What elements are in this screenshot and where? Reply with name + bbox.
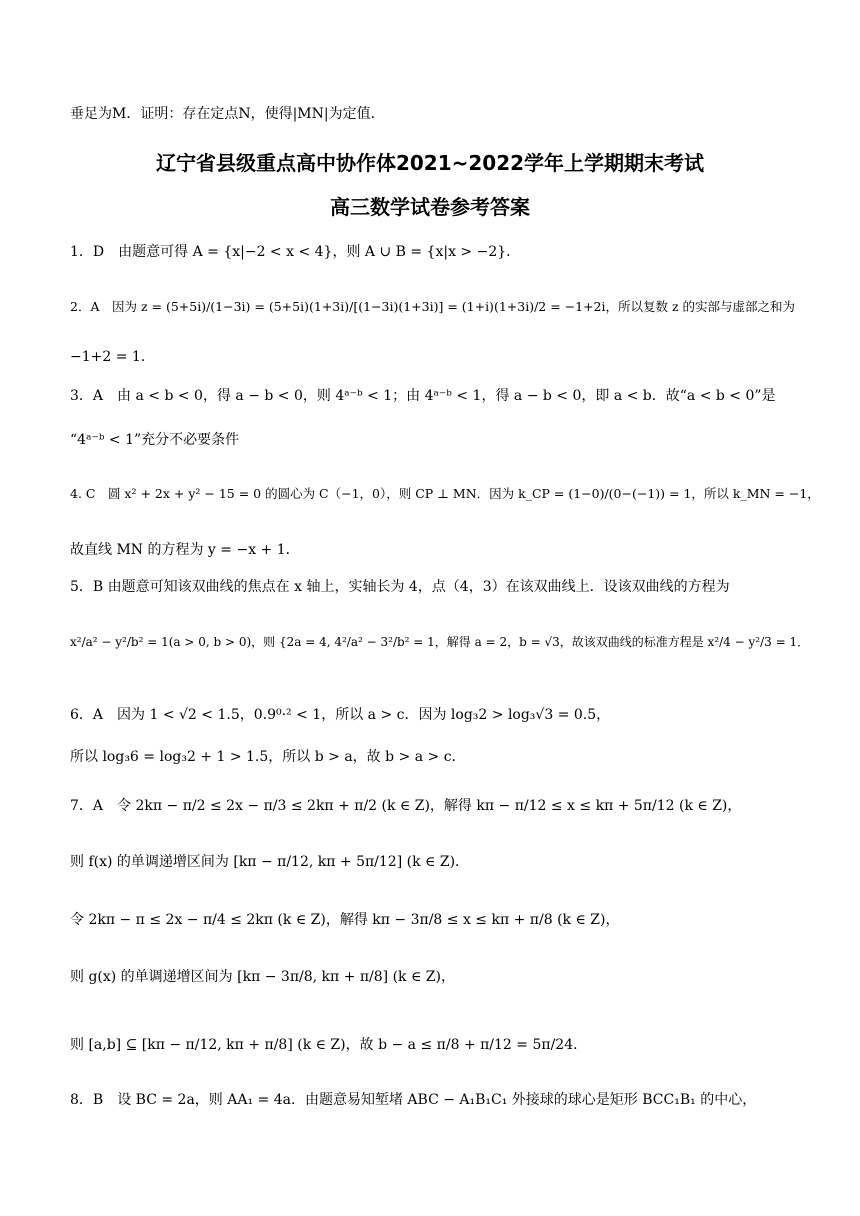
answer-line-2b: −1+2 = 1．	[70, 349, 155, 365]
answer-line-4b: 故直线 MN 的方程为 y = −x + 1．	[70, 542, 300, 558]
answer-line-7e: 则 [a,b] ⊆ [kπ − π/12, kπ + π/8] (k ∈ Z)，故 b − a ≤ π/8 + π/12 = 5π/24．	[70, 1037, 588, 1053]
answer-line-3b: “4ᵃ⁻ᵇ < 1”充分不必要条件	[70, 432, 240, 448]
page-title: 辽宁省县级重点高中协作体2021~2022学年上学期期末考试	[155, 151, 705, 175]
answer-line-5: 5．B 由题意可知该双曲线的焦点在 x 轴上，实轴长为 4，点（4，3）在该双曲线上．设该双曲线的方程为	[70, 579, 730, 595]
answer-line-6b: 所以 log₃6 = log₃2 + 1 > 1.5，所以 b > a，故 b > a > c．	[70, 749, 466, 765]
answer-line-7c: 令 2kπ − π ≤ 2x − π/4 ≤ 2kπ (k ∈ Z)，解得 kπ − 3π/8 ≤ x ≤ kπ + π/8 (k ∈ Z)，	[70, 912, 620, 928]
page-subtitle: 高三数学试卷参考答案	[330, 195, 530, 219]
answer-line-6: 6．A 因为 1 < √2 < 1.5，0.9⁰·² < 1，所以 a > c．因为 log₃2 > log₃√3 = 0.5，	[70, 707, 611, 723]
answer-line-7b: 则 f(x) 的单调递增区间为 [kπ − π/12, kπ + 5π/12] (k ∈ Z)．	[70, 854, 470, 870]
answer-line-7d: 则 g(x) 的单调递增区间为 [kπ − 3π/8, kπ + π/8] (k ∈ Z)，	[70, 969, 455, 985]
answer-line-2: 2．A 因为 z = (5+5i)/(1−3i) = (5+5i)(1+3i)/[(1−3i)(1+3i)] = (1+i)(1+3i)/2 = −1+2i，所以复数 z 的实部与虚部之和为	[70, 299, 796, 314]
answer-line-3: 3．A 由 a < b < 0，得 a − b < 0，则 4ᵃ⁻ᵇ < 1；由 4ᵃ⁻ᵇ < 1，得 a − b < 0，即 a < b．故“a < b < 0”是	[70, 388, 776, 404]
answer-line-7: 7．A 令 2kπ − π/2 ≤ 2x − π/3 ≤ 2kπ + π/2 (k ∈ Z)，解得 kπ − π/12 ≤ x ≤ kπ + 5π/12 (k ∈ Z)，	[70, 798, 742, 814]
answer-line-1: 1．D 由题意可得 A = {x|−2 < x < 4}，则 A ∪ B = {x|x > −2}．	[70, 244, 521, 260]
answer-line-8: 8．B 设 BC = 2a，则 AA₁ = 4a．由题意易知堑堵 ABC − A₁B₁C₁ 外接球的球心是矩形 BCC₁B₁ 的中心，	[70, 1092, 757, 1108]
answer-line-5b: x²/a² − y²/b² = 1(a > 0, b > 0)，则 {2a = 4, 4²/a² − 3²/b² = 1，解得 a = 2，b = √3，故该双曲线的标准方程是 x²/4 − y²/3 = 1．	[70, 635, 810, 649]
answer-line-4: 4. C 圆 x² + 2x + y² − 15 = 0 的圆心为 C（−1，0），则 CP ⊥ MN．因为 k_CP = (1−0)/(0−(−1)) = 1，所以 k_MN = −1，	[70, 486, 820, 501]
intro-line: 垂足为M．证明：存在定点N，使得|MN|为定值．	[70, 106, 385, 122]
